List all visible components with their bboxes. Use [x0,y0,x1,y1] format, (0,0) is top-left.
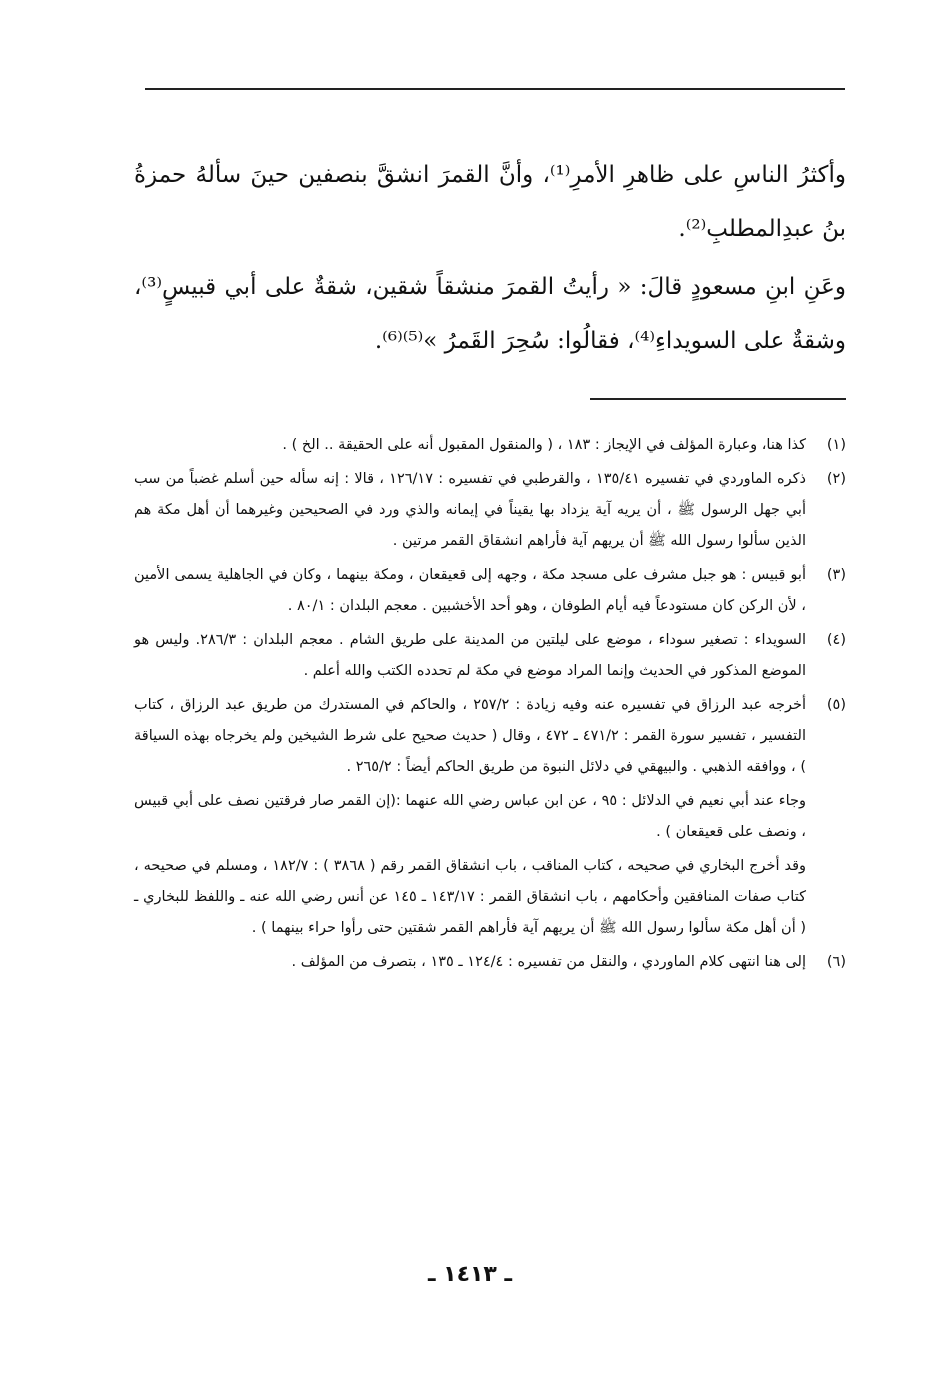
footnote-text: ذكره الماوردي في تفسيره ١٣٥/٤١ ، والقرطبي في تفسيره : ١٢٦/١٧ ، قالا : إنه سأله حين أسلم غضباً من سب أبي جهل الرسول ﷺ ، أن يريه آية يزداد بها يقيناً في إيمانه والذي ورد في الصحيحين وغيرهما أن أهل مكة هم الذين سألوا رسول الله ﷺ أن يريهم آية فأراهم انشقاق القمر مرتين . [134,471,806,549]
footnote-4 [134,625,846,687]
footnote-text: إلى هنا انتهى كلام الماوردي ، والنقل من تفسيره : ١٢٤/٤ ـ ١٣٥ ، بتصرف من المؤلف . [291,954,806,970]
footnote-text: وجاء عند أبي نعيم في الدلائل : ٩٥ ، عن ابن عباس رضي الله عنهما :(إن القمر صار فرقتين نصف على أبي قبيس ، ونصف على قعيقعان ) . [134,793,806,840]
footnote-text: أخرجه عبد الرزاق في تفسيره عنه وفيه زيادة : ٢٥٧/٢ ، والحاكم في المستدرك من طريق عبد الرزاق ، كتاب التفسير ، تفسير سورة القمر : ٤٧١/٢ ـ ٤٧٢ ، وقال ( حديث صحيح على شرط الشيخين ولم يخرجاه بهذه السياقة ) ، ووافقه الذهبي . والبيهقي في دلائل النبوة من طريق الحاكم أيضاً : ٢٦٥/٢ . [134,697,807,775]
footnote-5-continuation-1 [134,786,846,848]
footnote-2 [134,464,846,557]
footnote-3 [134,560,846,622]
footnote-1 [134,430,846,461]
main-paragraph-1: وأكثرُ الناسِ على ظاهرِ الأمرِ⁽¹⁾، وأنَّ القمرَ انشقَّ بنصفين حينَ سألهُ حمزةُ بنُ عبدِالمطلبِ⁽²⁾. [134,162,846,242]
footnote-5-continuation-2 [134,851,846,944]
footnote-text: كذا هنا، وعبارة المؤلف في الإيجاز : ١٨٣ ، ( والمنقول المقبول أنه على الحقيقة .. الخ ) . [282,437,806,453]
footnote-number: (١) [826,437,846,453]
footnote-number: (٤) [826,632,846,648]
page-number: ـ ١٤١٣ ـ [427,1262,513,1287]
footnote-number: (٣) [826,567,846,583]
footnote-text: السويداء : تصغير سوداء ، موضع على ليلتين من المدينة على طريق الشام . معجم البلدان : ٢٨٦/٣. وليس هو الموضع المذكور في الحديث وإنما المراد موضع في مكة لم تحدده الكتب والله أعلم . [134,632,807,679]
footnote-text: أبو قبيس : هو جبل مشرف على مسجد مكة ، وجهه إلى قعيقعان ، ومكة بينهما ، وكان في الجاهلية يسمى الأمين ، لأن الركن كان مستودعاً فيه أيام الطوفان ، وهو أحد الأخشبين . معجم البلدان : ٨٠/١ . [134,567,806,614]
footnote-separator [590,398,846,400]
header-rule [145,88,845,90]
footnote-number: (٢) [826,471,846,487]
footnote-number: (٦) [826,954,846,970]
footnote-6 [134,947,846,978]
footnote-number: (٥) [826,697,846,713]
main-text [134,148,846,368]
footnotes [134,430,846,981]
main-paragraph-2: وعَنِ ابنِ مسعودٍ قالَ: « رأيتُ القمرَ منشقاً شقين، شقةٌ على أبي قبيسٍ⁽³⁾، وشقةٌ على السويداءِ⁽⁴⁾، فقالُوا: سُحِرَ القَمرُ »⁽⁵⁾⁽⁶⁾. [134,274,846,354]
footnote-text: وقد أخرج البخاري في صحيحه ، كتاب المناقب ، باب انشقاق القمر رقم ( ٣٨٦٨ ) : ١٨٢/٧ ، ومسلم في صحيحه ، كتاب صفات المنافقين وأحكامهم ، باب انشقاق القمر : ١٤٣/١٧ ـ ١٤٥ عن أنس رضي الله عنه ـ واللفظ للبخاري ـ ( أن أهل مكة سألوا رسول الله ﷺ أن يريهم آية فأراهم القمر شقتين حتى رأوا حراء بينهما ) . [134,858,807,936]
footnote-5 [134,690,846,783]
